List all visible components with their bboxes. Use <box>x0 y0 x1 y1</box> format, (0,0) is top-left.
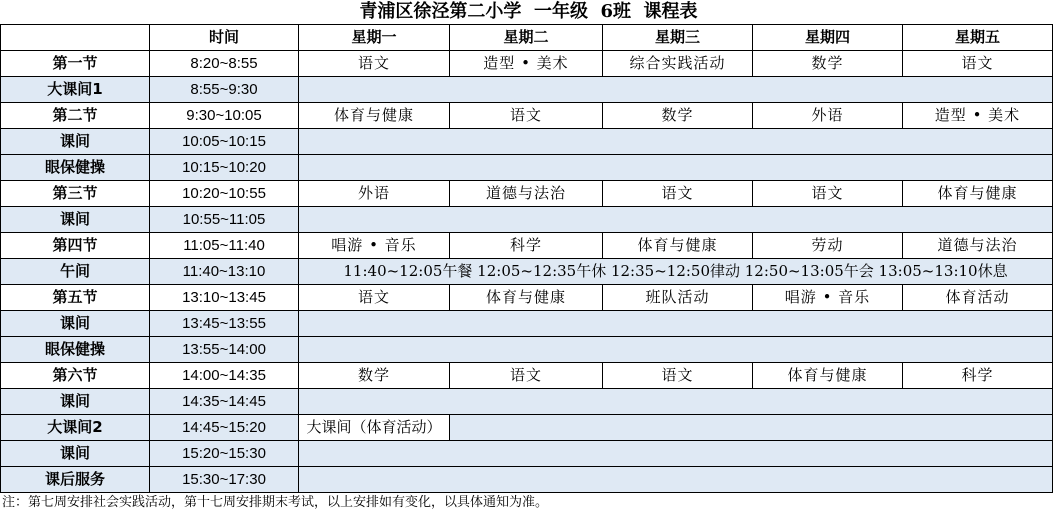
subject-cell: 体育与健康 <box>903 181 1053 207</box>
period-row <box>1 233 1053 259</box>
subject-cell: 体育与健康 <box>299 103 450 129</box>
period-row <box>1 363 1053 389</box>
row-label: 眼保健操 <box>1 155 150 181</box>
subject-cell: 科学 <box>903 363 1053 389</box>
row-time: 15:30~17:30 <box>150 467 299 493</box>
subject-cell: 体育与健康 <box>753 363 903 389</box>
footnote: 注：第七周安排社会实践活动，第十七周安排期末考试，以上安排如有变化，以具体通知为准。 <box>2 495 549 510</box>
break-span <box>299 207 1053 233</box>
break-span <box>299 467 1053 493</box>
subject-cell: 劳动 <box>753 233 903 259</box>
subject-cell: 语文 <box>299 285 450 311</box>
subject-cell: 综合实践活动 <box>603 51 753 77</box>
row-label: 第一节 <box>1 51 150 77</box>
break-row <box>1 389 1053 415</box>
row-label: 课后服务 <box>1 467 150 493</box>
period-row <box>1 103 1053 129</box>
row-label: 午间 <box>1 259 150 285</box>
row-time: 8:55~9:30 <box>150 77 299 103</box>
row-time: 13:55~14:00 <box>150 337 299 363</box>
break-span <box>299 155 1053 181</box>
time-header: 时间 <box>150 25 299 51</box>
day-header-fri: 星期五 <box>903 25 1053 51</box>
subject-cell: 语文 <box>903 51 1053 77</box>
monday-activity-note: 大课间（体育活动） <box>299 415 450 441</box>
day-header-mon: 星期一 <box>299 25 450 51</box>
row-time: 9:30~10:05 <box>150 103 299 129</box>
row-label: 大课间1 <box>1 77 150 103</box>
subject-cell: 体育与健康 <box>603 233 753 259</box>
break-row <box>1 207 1053 233</box>
break-span <box>299 389 1053 415</box>
subject-cell: 外语 <box>299 181 450 207</box>
period-row <box>1 285 1053 311</box>
subject-cell: 语文 <box>450 363 603 389</box>
subject-cell: 语文 <box>603 363 753 389</box>
subject-cell: 数学 <box>753 51 903 77</box>
subject-cell: 唱游 • 音乐 <box>753 285 903 311</box>
row-time: 10:15~10:20 <box>150 155 299 181</box>
break-span <box>299 129 1053 155</box>
row-time: 10:05~10:15 <box>150 129 299 155</box>
row-label: 第五节 <box>1 285 150 311</box>
row-label: 课间 <box>1 441 150 467</box>
row-time: 11:05~11:40 <box>150 233 299 259</box>
break-row <box>1 155 1053 181</box>
row-label: 第二节 <box>1 103 150 129</box>
break-row <box>1 467 1053 493</box>
row-time: 8:20~8:55 <box>150 51 299 77</box>
header-row <box>1 25 1053 51</box>
subject-cell: 体育与健康 <box>450 285 603 311</box>
subject-cell: 体育活动 <box>903 285 1053 311</box>
row-time: 15:20~15:30 <box>150 441 299 467</box>
break-row <box>1 77 1053 103</box>
break-span <box>299 337 1053 363</box>
schedule-table <box>0 24 1053 493</box>
break-span <box>299 311 1053 337</box>
subject-cell: 数学 <box>603 103 753 129</box>
row-time: 14:35~14:45 <box>150 389 299 415</box>
row-label: 课间 <box>1 311 150 337</box>
subject-cell: 科学 <box>450 233 603 259</box>
row-label: 眼保健操 <box>1 337 150 363</box>
subject-cell: 道德与法治 <box>903 233 1053 259</box>
subject-cell: 语文 <box>299 51 450 77</box>
subject-cell: 数学 <box>299 363 450 389</box>
row-time: 13:10~13:45 <box>150 285 299 311</box>
row-label: 课间 <box>1 207 150 233</box>
period-row <box>1 51 1053 77</box>
row-time: 10:55~11:05 <box>150 207 299 233</box>
row-time: 10:20~10:55 <box>150 181 299 207</box>
lunch-row <box>1 259 1053 285</box>
row-time: 14:45~15:20 <box>150 415 299 441</box>
row-label: 课间 <box>1 129 150 155</box>
page-title: 青浦区徐泾第二小学 一年级 6班 课程表 <box>359 1 698 22</box>
row-label: 第四节 <box>1 233 150 259</box>
break-row <box>1 415 1053 441</box>
break-row <box>1 337 1053 363</box>
subject-cell: 外语 <box>753 103 903 129</box>
subject-cell: 语文 <box>450 103 603 129</box>
break-row <box>1 129 1053 155</box>
subject-cell: 造型 • 美术 <box>450 51 603 77</box>
row-time: 13:45~13:55 <box>150 311 299 337</box>
corner-cell <box>1 25 150 51</box>
lunch-note: 11:40~12:05午餐 12:05~12:35午休 12:35~12:50律动 12:50~13:05午会 13:05~13:10休息 <box>299 259 1053 285</box>
period-row <box>1 181 1053 207</box>
subject-cell: 语文 <box>753 181 903 207</box>
break-span <box>299 441 1053 467</box>
subject-cell: 造型 • 美术 <box>903 103 1053 129</box>
break-row <box>1 441 1053 467</box>
break-span <box>299 77 1053 103</box>
row-label: 第三节 <box>1 181 150 207</box>
break-span <box>450 415 1053 441</box>
subject-cell: 唱游 • 音乐 <box>299 233 450 259</box>
subject-cell: 班队活动 <box>603 285 753 311</box>
row-time: 11:40~13:10 <box>150 259 299 285</box>
subject-cell: 道德与法治 <box>450 181 603 207</box>
row-label: 第六节 <box>1 363 150 389</box>
break-row <box>1 311 1053 337</box>
subject-cell: 语文 <box>603 181 753 207</box>
day-header-wed: 星期三 <box>603 25 753 51</box>
row-label: 大课间2 <box>1 415 150 441</box>
day-header-tue: 星期二 <box>450 25 603 51</box>
row-label: 课间 <box>1 389 150 415</box>
day-header-thu: 星期四 <box>753 25 903 51</box>
row-time: 14:00~14:35 <box>150 363 299 389</box>
